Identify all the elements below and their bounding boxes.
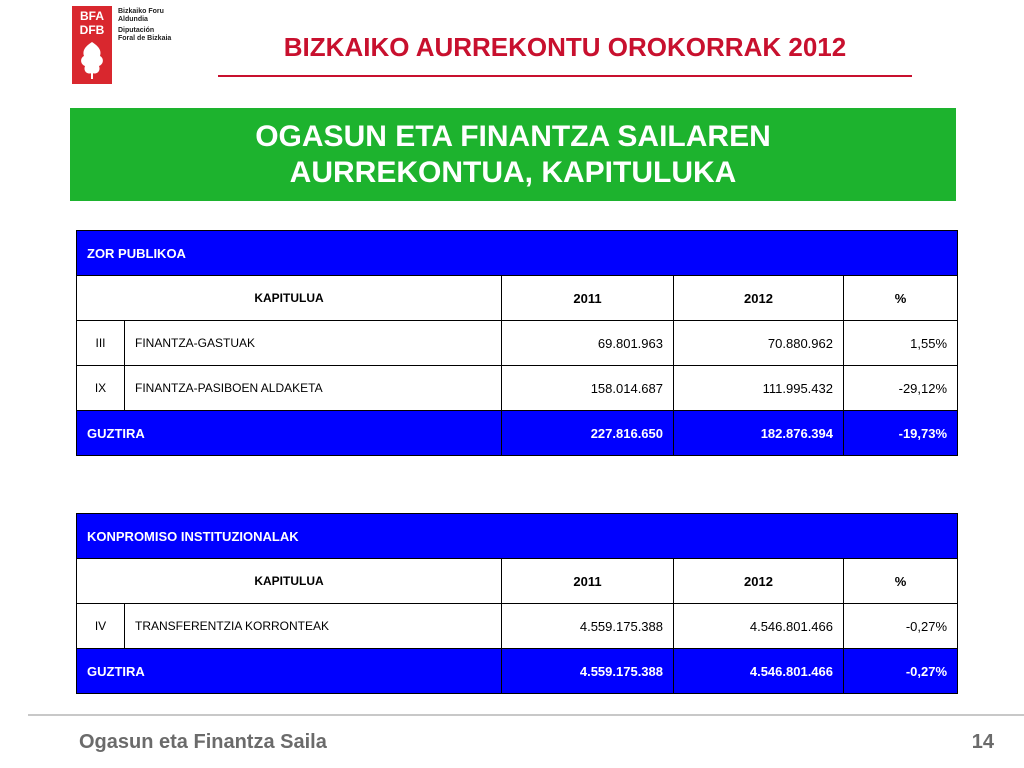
logo-abbr-bottom: DFB bbox=[79, 23, 105, 37]
footer-divider bbox=[28, 714, 1024, 716]
oak-leaf-icon bbox=[76, 40, 108, 80]
chapter-code: IX bbox=[77, 366, 125, 411]
total-row bbox=[77, 411, 958, 456]
total-pct: -19,73% bbox=[844, 411, 958, 456]
value-2012: 70.880.962 bbox=[674, 321, 844, 366]
chapter-name: TRANSFERENTZIA KORRONTEAK bbox=[125, 604, 502, 649]
table-row bbox=[77, 321, 958, 366]
page-number: 14 bbox=[971, 731, 994, 753]
value-pct: -0,27% bbox=[844, 604, 958, 649]
chapter-code: III bbox=[77, 321, 125, 366]
footer-department: Ogasun eta Finantza Saila bbox=[79, 731, 327, 753]
col-header-2012: 2012 bbox=[674, 559, 844, 604]
total-row bbox=[77, 649, 958, 694]
col-header-chapter: KAPITULUA bbox=[77, 276, 502, 321]
logo-line-1: Bizkaiko Foru bbox=[118, 8, 164, 15]
logo-line-4: Foral de Bizkaia bbox=[118, 35, 172, 42]
column-header-row bbox=[77, 559, 958, 604]
value-pct: -29,12% bbox=[844, 366, 958, 411]
total-label: GUZTIRA bbox=[77, 411, 502, 456]
table-title-row bbox=[77, 514, 958, 559]
logo bbox=[72, 6, 172, 88]
table-row bbox=[77, 366, 958, 411]
value-2011: 69.801.963 bbox=[502, 321, 674, 366]
logo-emblem bbox=[72, 6, 112, 84]
value-2011: 4.559.175.388 bbox=[502, 604, 674, 649]
value-2012: 4.546.801.466 bbox=[674, 604, 844, 649]
table-title: KONPROMISO INSTITUZIONALAK bbox=[77, 514, 958, 559]
value-2012: 111.995.432 bbox=[674, 366, 844, 411]
total-2011: 4.559.175.388 bbox=[502, 649, 674, 694]
value-2011: 158.014.687 bbox=[502, 366, 674, 411]
page-title: BIZKAIKO AURREKONTU OROKORRAK 2012 bbox=[283, 32, 847, 62]
total-label: GUZTIRA bbox=[77, 649, 502, 694]
table-row bbox=[77, 604, 958, 649]
col-header-2011: 2011 bbox=[502, 559, 674, 604]
chapter-code: IV bbox=[77, 604, 125, 649]
table-title-row bbox=[77, 231, 958, 276]
banner-line-1: OGASUN ETA FINANTZA SAILAREN bbox=[255, 119, 771, 153]
value-pct: 1,55% bbox=[844, 321, 958, 366]
col-header-2012: 2012 bbox=[674, 276, 844, 321]
title-divider bbox=[218, 75, 912, 77]
chapter-name: FINANTZA-PASIBOEN ALDAKETA bbox=[125, 366, 502, 411]
col-header-chapter: KAPITULUA bbox=[77, 559, 502, 604]
section-banner bbox=[70, 108, 956, 201]
column-header-row bbox=[77, 276, 958, 321]
logo-line-3: Diputación bbox=[118, 27, 155, 34]
col-header-pct: % bbox=[844, 559, 958, 604]
total-pct: -0,27% bbox=[844, 649, 958, 694]
total-2011: 227.816.650 bbox=[502, 411, 674, 456]
logo-abbr-top: BFA bbox=[80, 9, 104, 23]
table-title: ZOR PUBLIKOA bbox=[77, 231, 958, 276]
col-header-2011: 2011 bbox=[502, 276, 674, 321]
budget-table-public-debt bbox=[76, 230, 958, 456]
total-2012: 4.546.801.466 bbox=[674, 649, 844, 694]
budget-table-institutional bbox=[76, 513, 958, 694]
col-header-pct: % bbox=[844, 276, 958, 321]
chapter-name: FINANTZA-GASTUAK bbox=[125, 321, 502, 366]
banner-line-2: AURREKONTUA, KAPITULUKA bbox=[289, 155, 737, 189]
logo-line-2: Aldundia bbox=[118, 16, 148, 23]
total-2012: 182.876.394 bbox=[674, 411, 844, 456]
